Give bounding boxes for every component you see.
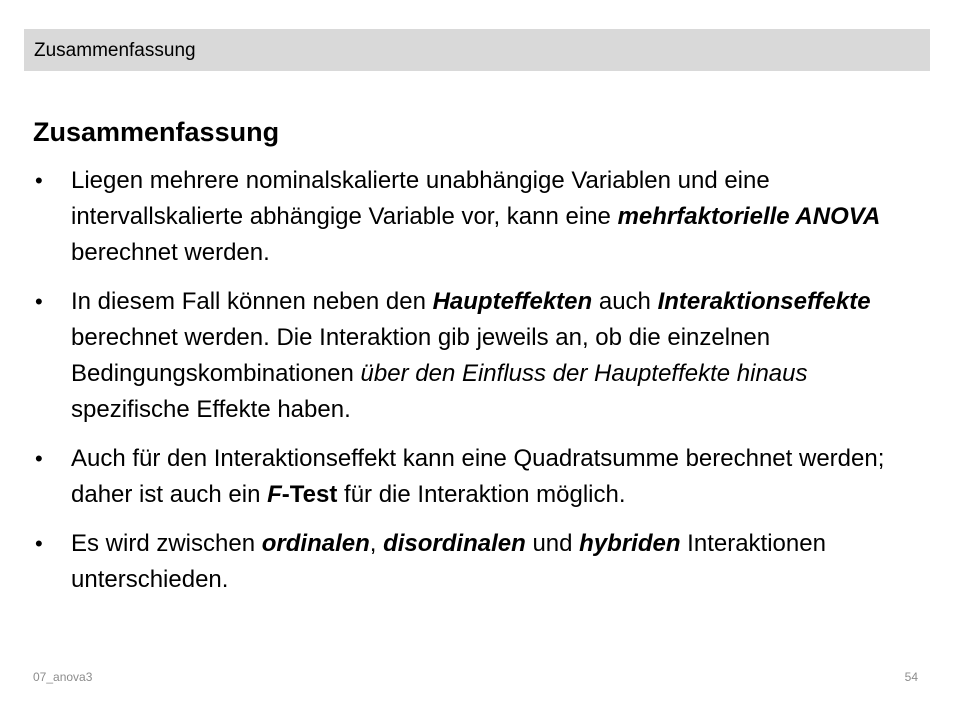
bullet-item xyxy=(33,163,913,271)
bullet-text: berechnet werden. xyxy=(71,239,270,266)
bullet-text: Interaktionen unterschieden. xyxy=(71,530,826,593)
emphasized-term: Interaktionseffekte xyxy=(657,288,871,315)
footer-file-label: 07_anova3 xyxy=(33,670,93,684)
bullet-dot-icon: • xyxy=(35,168,43,193)
bullet-item xyxy=(33,441,913,513)
emphasized-term: disordinalen xyxy=(383,530,526,557)
emphasized-term: -Test xyxy=(281,481,338,508)
bullet-dot-icon: • xyxy=(35,531,43,556)
bullet-item xyxy=(33,526,913,598)
bullet-text: und xyxy=(525,530,580,557)
bullet-text: , xyxy=(369,530,384,557)
emphasized-term: F xyxy=(267,481,282,508)
emphasized-term: Haupteffekten xyxy=(432,288,593,315)
bullet-dot-icon: • xyxy=(35,289,43,314)
bullet-text: In diesem Fall können neben den xyxy=(71,288,433,315)
header-bar xyxy=(24,29,930,71)
bullet-text: Es wird zwischen xyxy=(71,530,262,557)
emphasized-term: über den Einfluss der Haupteffekte hinaus xyxy=(360,360,808,387)
bullet-text: berechnet werden. Die Interaktion gib jeweils an, ob die einzelnen Bedingungskombinationen xyxy=(71,324,771,387)
bullet-text: auch xyxy=(592,288,658,315)
emphasized-term: ordinalen xyxy=(261,530,370,557)
emphasized-term: hybriden xyxy=(579,530,681,557)
emphasized-term: mehrfaktorielle ANOVA xyxy=(617,203,881,230)
bullet-list xyxy=(33,163,913,611)
slide-title: Zusammenfassung xyxy=(33,117,280,147)
footer-page-number: 54 xyxy=(904,670,918,684)
bullet-dot-icon: • xyxy=(35,446,43,471)
bullet-item xyxy=(33,284,913,428)
bullet-text: spezifische Effekte haben. xyxy=(71,396,351,423)
bullet-text: für die Interaktion möglich. xyxy=(337,481,626,508)
header-label: Zusammenfassung xyxy=(34,40,196,61)
bullet-text: Auch für den Interaktionseffekt kann eine Quadratsumme berechnet werden; daher ist auch ein xyxy=(71,445,885,508)
bullet-text: Liegen mehrere nominalskalierte unabhängige Variablen und eine intervallskalierte abhängige Variable vor, kann eine xyxy=(71,167,770,230)
